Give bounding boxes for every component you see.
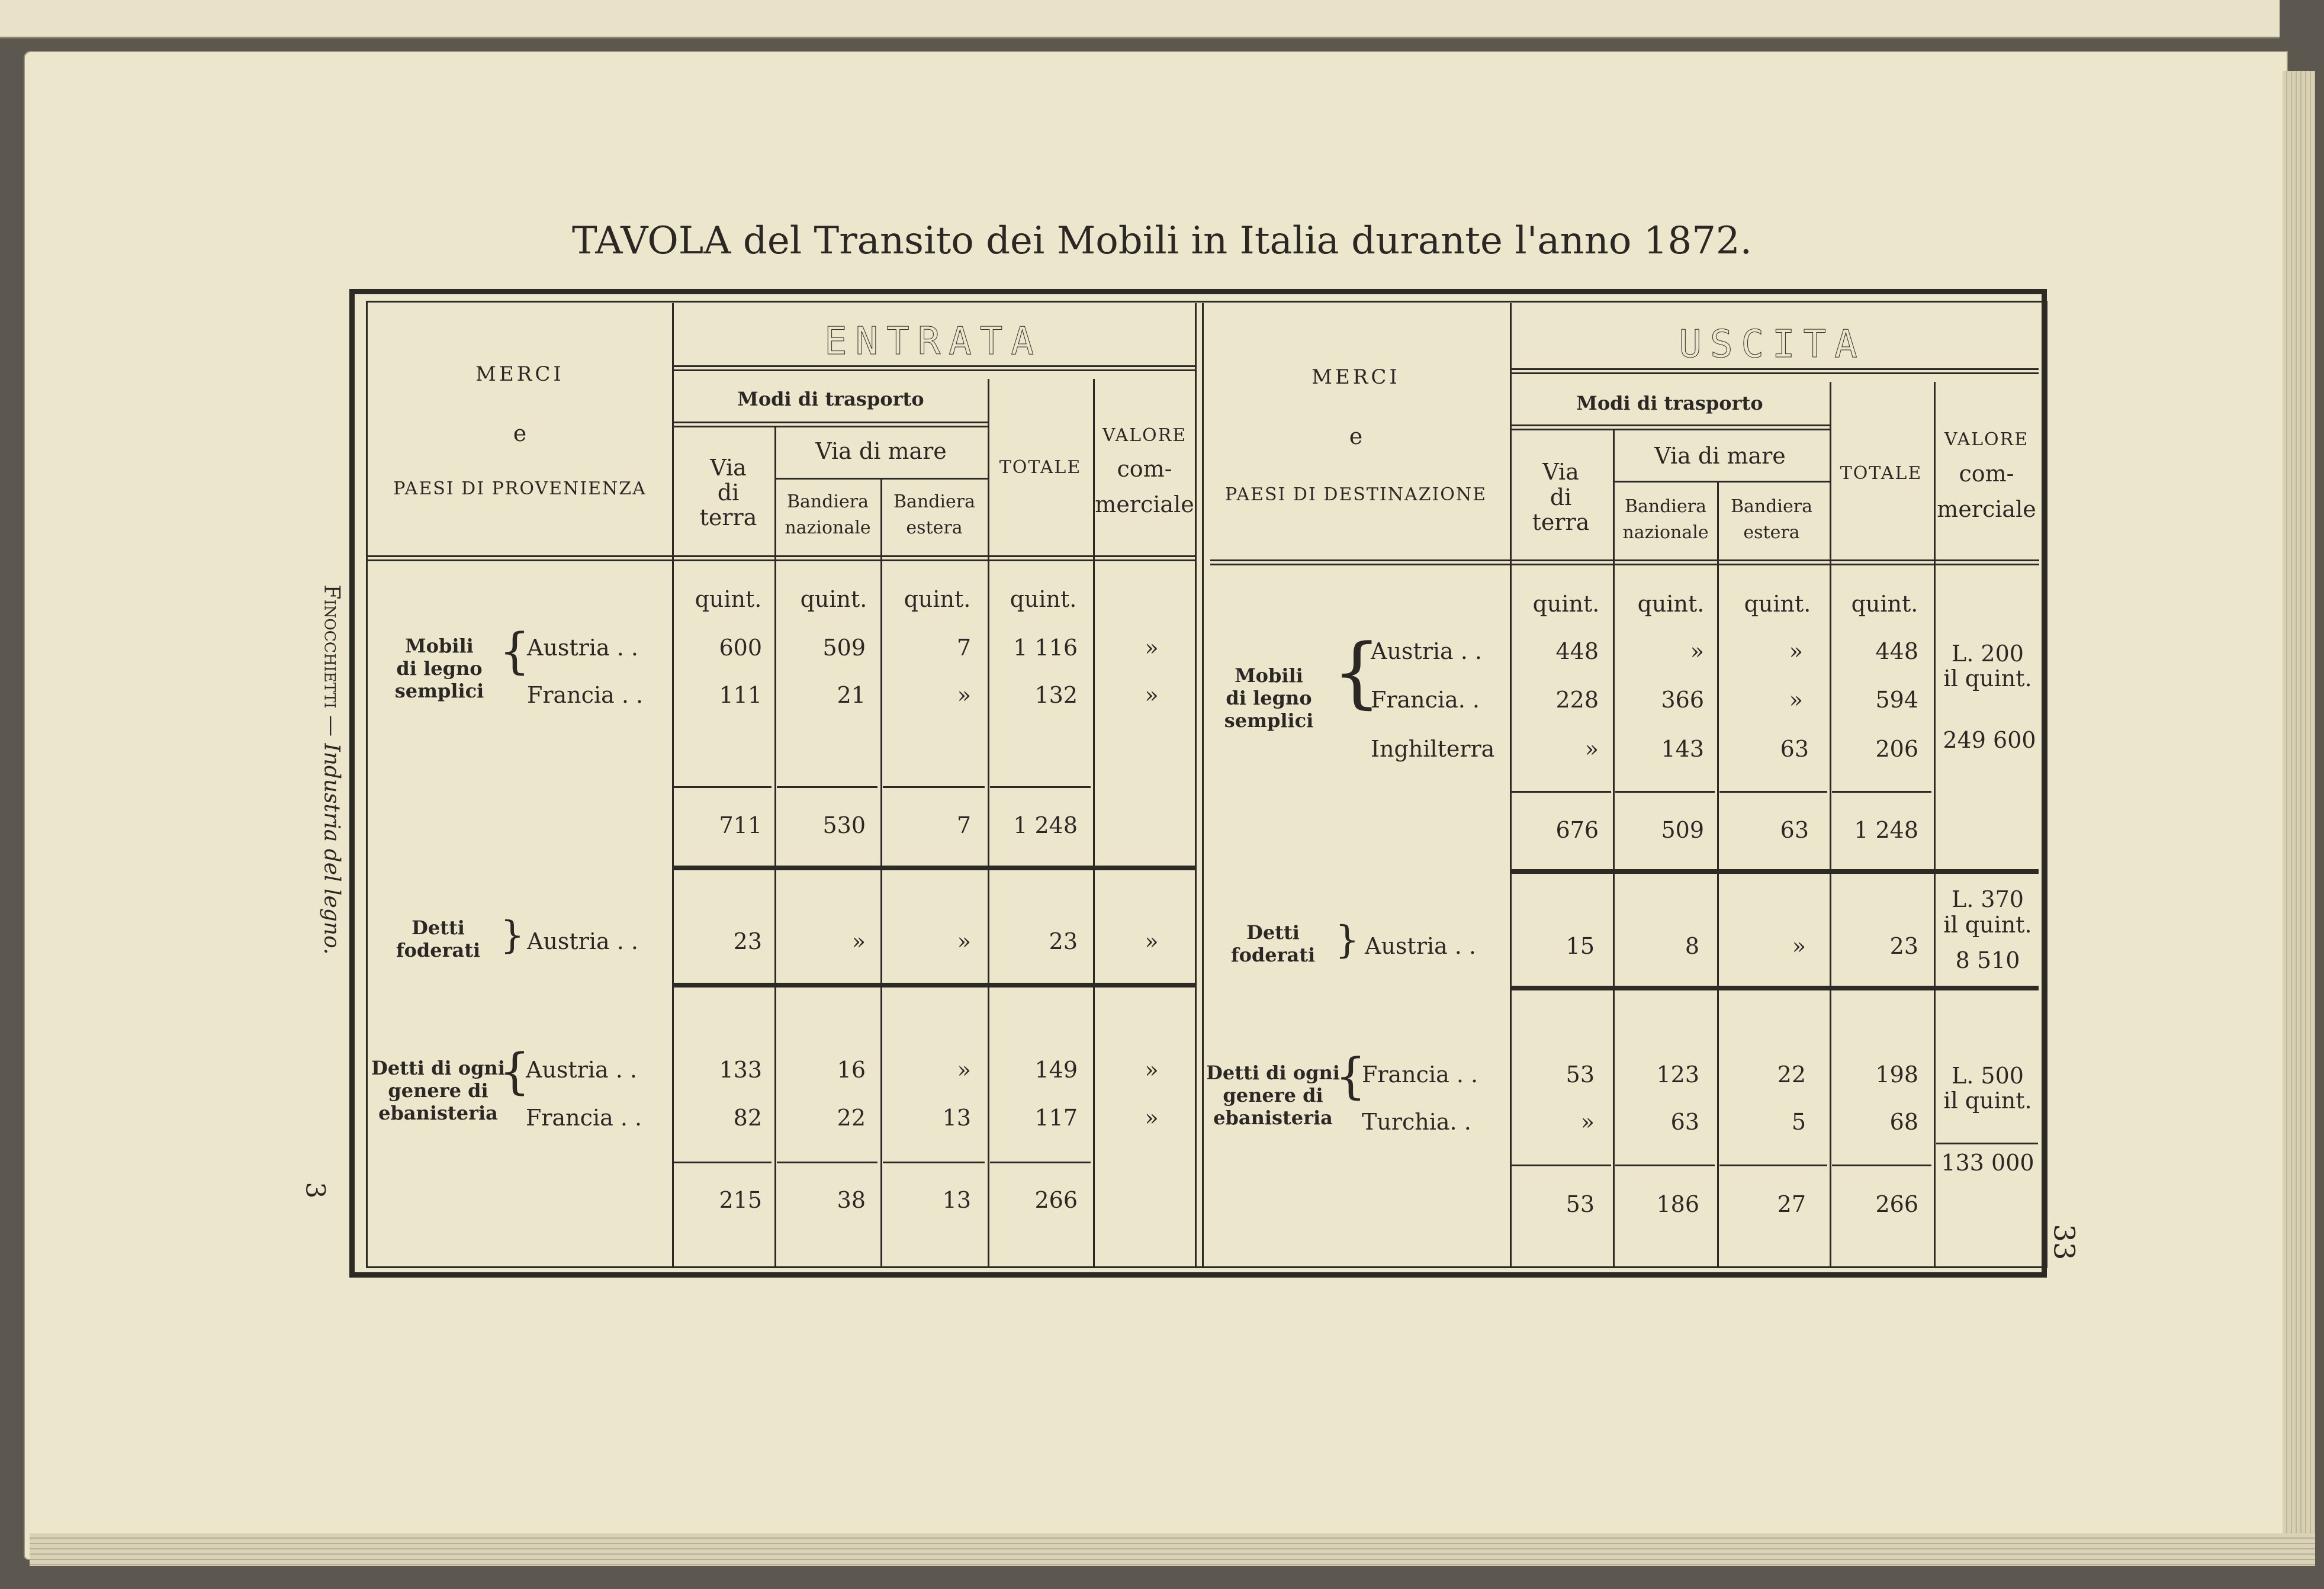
unit-label: quint. — [1532, 591, 1600, 617]
value-cell: 23 — [733, 928, 762, 954]
subtotal-cell: 1 248 — [1854, 817, 1918, 843]
valore-label: com- — [1959, 461, 2014, 487]
group-rule — [1512, 869, 2039, 874]
unit-label: quint. — [1637, 591, 1705, 617]
value-cell: L. 370 — [1952, 886, 2024, 912]
column-line — [1717, 483, 1719, 1268]
subtotal-rule — [1719, 791, 1827, 793]
subtotal-rule — [1512, 1165, 1611, 1166]
header-rule — [674, 365, 1195, 371]
subtotal-cell: 509 — [1661, 817, 1704, 843]
header-rule — [1512, 368, 2039, 374]
value-cell: 111 — [719, 682, 762, 708]
value-cell: 8 510 — [1955, 947, 2020, 973]
subtotal-rule — [1832, 791, 1931, 793]
subtotal-rule — [1936, 1143, 2038, 1144]
group-rule — [1512, 986, 2039, 990]
subtotal-cell: 186 — [1656, 1191, 1699, 1217]
value-cell: 594 — [1875, 687, 1918, 713]
via-mare-label: Via di mare — [815, 438, 947, 464]
country-cell: Francia. . — [1371, 687, 1480, 713]
valore-label: merciale — [1937, 496, 2036, 522]
subtotal-cell: 63 — [1780, 817, 1809, 843]
page-stack-bottom — [30, 1533, 2315, 1566]
column-line — [1510, 303, 1512, 1268]
country-cell: Turchia. . — [1362, 1109, 1471, 1135]
value-cell: 63 — [1670, 1109, 1699, 1135]
value-cell: 132 — [1034, 682, 1078, 708]
value-cell: 448 — [1555, 638, 1599, 664]
value-cell: il quint. — [1943, 1088, 2032, 1114]
subtotal-rule — [1512, 791, 1611, 793]
subtotal-rule — [1615, 1165, 1715, 1166]
subtotal-rule — [674, 1162, 772, 1163]
merci-label: MERCI — [475, 362, 564, 386]
header-rule — [1512, 424, 1830, 430]
group-label-foderati: Detti foderati — [396, 916, 481, 961]
brace: } — [1335, 918, 1359, 962]
value-cell: 198 — [1875, 1062, 1918, 1088]
group-label-ebanisteria: Detti di ogni genere di ebanisteria — [371, 1057, 505, 1124]
modi-trasporto-label: Modi di trasporto — [1576, 392, 1763, 414]
page-number: 33 — [2047, 1224, 2081, 1260]
value-cell: » — [851, 928, 866, 954]
di-label: di — [717, 480, 740, 506]
bandiera-estera-label: estera — [1743, 522, 1800, 543]
value-cell: » — [1580, 1109, 1595, 1135]
bandiera-estera-label: Bandiera — [893, 491, 976, 512]
paesi-provenienza-label: PAESI DI PROVENIENZA — [393, 478, 647, 499]
entrata-heading: ENTRATA — [824, 320, 1042, 364]
uscita-heading: USCITA — [1679, 323, 1866, 366]
value-cell: 68 — [1889, 1109, 1918, 1135]
value-cell: 600 — [719, 635, 762, 661]
subtotal-cell: 7 — [956, 812, 971, 838]
column-line — [1613, 429, 1615, 1268]
country-cell: Austria . . — [527, 928, 638, 954]
section-divider — [1195, 303, 1197, 1268]
value-cell: 143 — [1661, 736, 1704, 762]
value-cell: il quint. — [1943, 912, 2032, 938]
subtotal-rule — [1615, 791, 1715, 793]
value-cell: » — [957, 682, 971, 708]
value-cell: » — [1690, 638, 1704, 664]
subtotal-cell: 266 — [1034, 1187, 1078, 1213]
value-cell: 228 — [1555, 687, 1599, 713]
value-cell: 82 — [733, 1105, 762, 1131]
country-cell: Austria . . — [526, 1057, 637, 1083]
header-rule — [776, 478, 988, 480]
value-cell: » — [1584, 736, 1599, 762]
e-label: e — [1349, 423, 1363, 449]
country-cell: Austria . . — [1365, 933, 1476, 959]
table-title: TAVOLA del Transito dei Mobili in Italia durante l'anno 1872. — [572, 219, 1752, 263]
subtotal-cell: 13 — [942, 1187, 971, 1213]
value-cell: 149 — [1034, 1057, 1078, 1083]
value-cell: 23 — [1049, 928, 1078, 954]
value-cell: » — [957, 1057, 971, 1083]
page-stack-edge — [2283, 71, 2315, 1563]
via-mare-label: Via di mare — [1654, 443, 1786, 469]
group-label-foderati: Detti foderati — [1230, 921, 1316, 966]
value-cell: 63 — [1780, 736, 1809, 762]
value-cell: 7 — [956, 635, 971, 661]
value-cell: » — [1145, 1105, 1159, 1131]
column-line — [988, 379, 989, 1268]
value-cell: » — [1792, 933, 1806, 959]
value-cell: » — [1789, 638, 1803, 664]
subtotal-cell: 1 248 — [1013, 812, 1078, 838]
value-cell: » — [957, 928, 971, 954]
group-label-mobili: Mobili di legno semplici — [1224, 664, 1314, 732]
header-rule — [674, 422, 988, 427]
subtotal-cell: 676 — [1555, 817, 1599, 843]
subtotal-cell: 53 — [1566, 1191, 1595, 1217]
subtotal-rule — [777, 1162, 877, 1163]
bandiera-nazionale-label: nazionale — [1622, 522, 1709, 543]
valore-label: VALORE — [1102, 425, 1187, 446]
value-cell: » — [1145, 1057, 1159, 1083]
valore-label: merciale — [1095, 491, 1194, 517]
paesi-destinazione-label: PAESI DI DESTINAZIONE — [1224, 484, 1487, 505]
value-cell: 366 — [1661, 687, 1704, 713]
column-line — [774, 426, 776, 1268]
value-cell: 133 000 — [1941, 1150, 2034, 1176]
unit-label: quint. — [695, 586, 762, 612]
country-cell: Austria . . — [527, 635, 638, 661]
terra-label: terra — [699, 504, 757, 530]
value-cell: 1 116 — [1013, 635, 1078, 661]
country-cell: Austria . . — [1371, 638, 1482, 664]
country-cell: Inghilterra — [1371, 736, 1495, 762]
bandiera-nazionale-label: Bandiera — [786, 491, 869, 512]
value-cell: 448 — [1875, 638, 1918, 664]
merci-label: MERCI — [1312, 365, 1400, 389]
brace: { — [1332, 627, 1381, 717]
subtotal-rule — [1719, 1165, 1827, 1166]
brace: } — [500, 913, 525, 957]
value-cell: 13 — [942, 1105, 971, 1131]
via-label: Via — [710, 455, 747, 481]
subtotal-cell: 266 — [1875, 1191, 1918, 1217]
bandiera-estera-label: estera — [906, 517, 963, 538]
value-cell: 133 — [719, 1057, 762, 1083]
brace: { — [1335, 1048, 1367, 1105]
group-rule — [674, 866, 1195, 870]
bandiera-nazionale-label: Bandiera — [1624, 496, 1707, 517]
di-label: di — [1550, 484, 1572, 510]
signature-mark: 3 — [300, 1182, 330, 1199]
column-line — [1830, 382, 1831, 1268]
unit-label: quint. — [1851, 591, 1918, 617]
previous-page-edge — [0, 0, 2280, 38]
subtotal-rule — [990, 1162, 1091, 1163]
value-cell: 22 — [837, 1105, 866, 1131]
group-rule — [674, 983, 1195, 988]
subtotal-cell: 27 — [1777, 1191, 1806, 1217]
header-bottom-rule — [367, 555, 1195, 561]
value-cell: il quint. — [1943, 665, 2032, 691]
group-label-ebanisteria: Detti di ogni genere di ebanisteria — [1206, 1062, 1340, 1129]
bandiera-nazionale-label: nazionale — [785, 517, 871, 538]
totale-label: TOTALE — [999, 457, 1082, 478]
subtotal-cell: 215 — [719, 1187, 762, 1213]
value-cell: 509 — [822, 635, 866, 661]
value-cell: L. 500 — [1952, 1063, 2024, 1089]
value-cell: 123 — [1656, 1062, 1699, 1088]
column-line — [880, 480, 882, 1268]
value-cell: 117 — [1034, 1105, 1078, 1131]
value-cell: 8 — [1685, 933, 1699, 959]
subtotal-rule — [1832, 1165, 1931, 1166]
bandiera-estera-label: Bandiera — [1730, 496, 1813, 517]
subtotal-rule — [990, 786, 1091, 788]
value-cell: » — [1145, 928, 1159, 954]
value-cell: 16 — [837, 1057, 866, 1083]
valore-label: com- — [1117, 456, 1172, 482]
country-cell: Francia . . — [1362, 1062, 1478, 1088]
brace: { — [499, 623, 531, 680]
value-cell: 22 — [1777, 1062, 1806, 1088]
header-rule — [1614, 481, 1830, 483]
column-line — [1934, 382, 1936, 1268]
modi-trasporto-label: Modi di trasporto — [737, 388, 924, 410]
running-head: Finocchietti — Industria del legno. — [319, 584, 344, 955]
value-cell: 53 — [1566, 1062, 1595, 1088]
group-label-mobili: Mobili di legno semplici — [394, 635, 484, 702]
country-cell: Francia . . — [526, 1105, 642, 1131]
country-cell: Francia . . — [527, 682, 644, 708]
section-divider — [1202, 303, 1204, 1268]
header-bottom-rule — [1210, 559, 2039, 565]
value-cell: L. 200 — [1952, 641, 2024, 667]
subtotal-rule — [777, 786, 877, 788]
unit-label: quint. — [904, 586, 971, 612]
value-cell: 21 — [837, 682, 866, 708]
e-label: e — [513, 420, 527, 446]
column-line — [672, 303, 674, 1268]
brace: { — [499, 1044, 531, 1100]
value-cell: » — [1145, 635, 1159, 661]
subtotal-rule — [674, 786, 772, 788]
terra-label: terra — [1532, 509, 1590, 535]
subtotal-rule — [883, 786, 985, 788]
via-label: Via — [1542, 459, 1579, 485]
unit-label: quint. — [1010, 586, 1077, 612]
valore-label: VALORE — [1944, 429, 2029, 450]
subtotal-rule — [883, 1162, 985, 1163]
value-cell: 249 600 — [1943, 727, 2036, 753]
unit-label: quint. — [800, 586, 867, 612]
value-cell: » — [1789, 687, 1803, 713]
subtotal-cell: 38 — [837, 1187, 866, 1213]
value-cell: 15 — [1566, 933, 1595, 959]
subtotal-cell: 530 — [822, 812, 866, 838]
value-cell: 23 — [1889, 933, 1918, 959]
unit-label: quint. — [1744, 591, 1811, 617]
totale-label: TOTALE — [1840, 463, 1923, 484]
subtotal-cell: 711 — [719, 812, 762, 838]
value-cell: 206 — [1875, 736, 1918, 762]
value-cell: » — [1145, 682, 1159, 708]
value-cell: 5 — [1791, 1109, 1806, 1135]
